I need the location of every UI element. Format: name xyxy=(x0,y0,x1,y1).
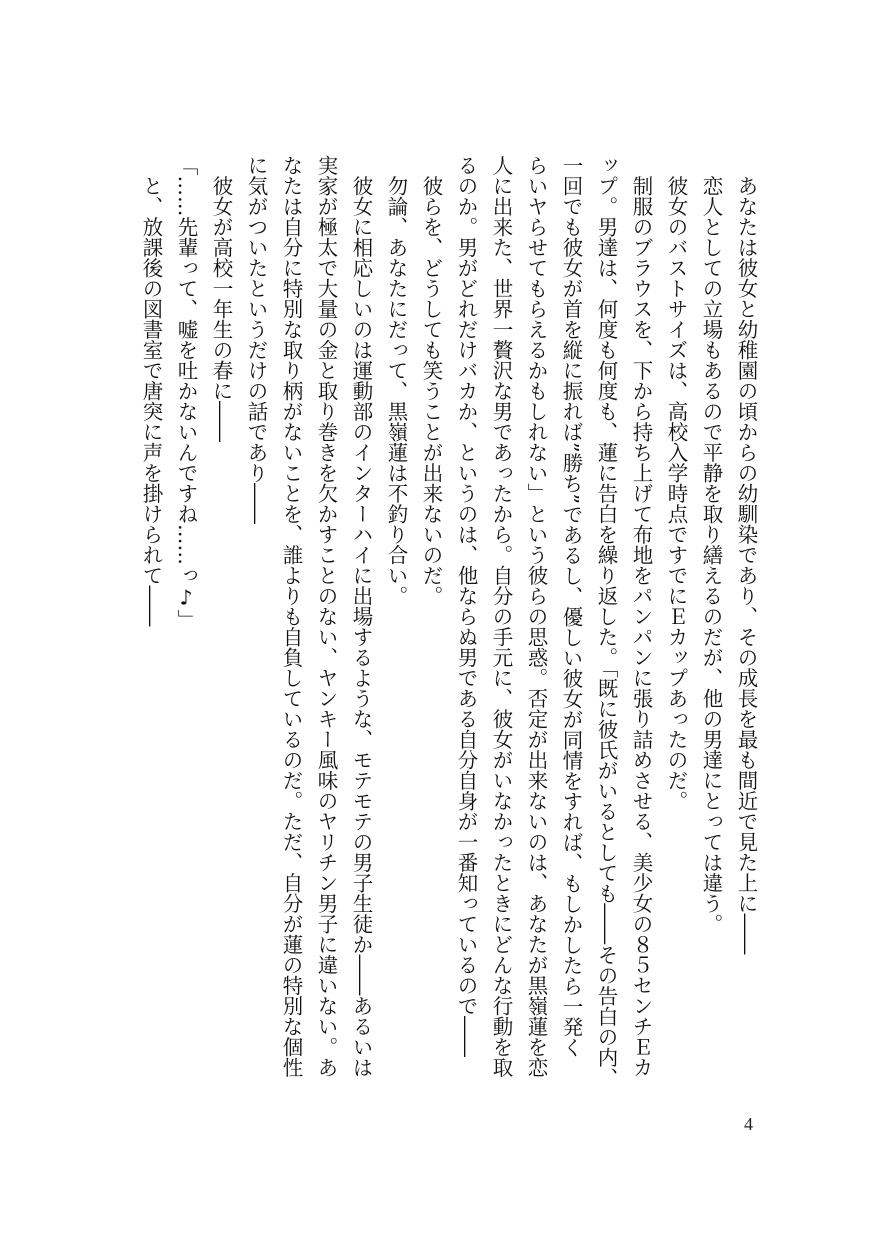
text-line: なたは自分に特別な取り柄がないことを、誰よりも自負しているのだ。ただ、自分が蓮の特別な個性 xyxy=(279,155,303,1078)
text-line: あなたは彼女と幼稚園の頃からの幼馴染であり、その成長を最も間近で見た上に―― xyxy=(734,155,758,955)
text-line: 「……先輩って、嘘を吐かないんですね……っ♪」 xyxy=(174,155,198,630)
page-number: 4 xyxy=(744,1114,753,1134)
text-line: るのか。男がどれだけバカか、というのは、他ならぬ男である自分自身が一番知っているので―― xyxy=(454,155,478,1057)
text-line: ップ。男達は、何度も何度も、蓮に告白を繰り返した。「既に彼氏がいるとしても――その告白の内、 xyxy=(594,155,618,1088)
text-line: らいヤらせてもらえるかもしれない」という彼らの思惑。否定が出来ないのは、あなたが黒嶺蓮を恋 xyxy=(524,155,548,1078)
text-line: と、放課後の図書室で唐突に声を掛けられて―― xyxy=(139,155,163,627)
text-line: 勿論、あなたにだって、黒嶺蓮は不釣り合い。 xyxy=(384,155,408,606)
text-line: 実家が極太で大量の金と取り巻きを欠かすことのない、ヤンキー風味のヤリチン男子に違いない。あ xyxy=(314,155,338,1078)
text-line: 制服のブラウスを、下から持ち上げて布地をパンパンに張り詰めさせる、美少女の８５センチＥカ xyxy=(629,155,653,1078)
text-line: 一回でも彼女が首を縦に振れば”勝ち”であるし、優しい彼女が同情をすれば、もしかしたら一発く xyxy=(559,155,583,1058)
body-text xyxy=(133,155,763,1088)
text-line: 彼女に相応しいのは運動部のインターハイに出場するような、モテモテの男子生徒か――あるいは xyxy=(349,155,373,1078)
text-line: 彼女のバストサイズは、高校入学時点ですでにＥカップあったのだ。 xyxy=(664,155,688,811)
text-line: 人に出来た、世界一贅沢な男であったから。自分の手元に、彼女がいなかったときにどんな行動を取 xyxy=(489,155,513,1078)
text-line: 彼女が高校一年生の春に―― xyxy=(209,155,233,442)
text-line: に気がついたというだけの話であり―― xyxy=(244,155,268,524)
text-line: 恋人としての立場もあるので平静を取り繕えるのだが、他の男達にとっては違う。 xyxy=(699,155,723,934)
text-line: 彼らを、どうしても笑うことが出来ないのだ。 xyxy=(419,155,443,606)
